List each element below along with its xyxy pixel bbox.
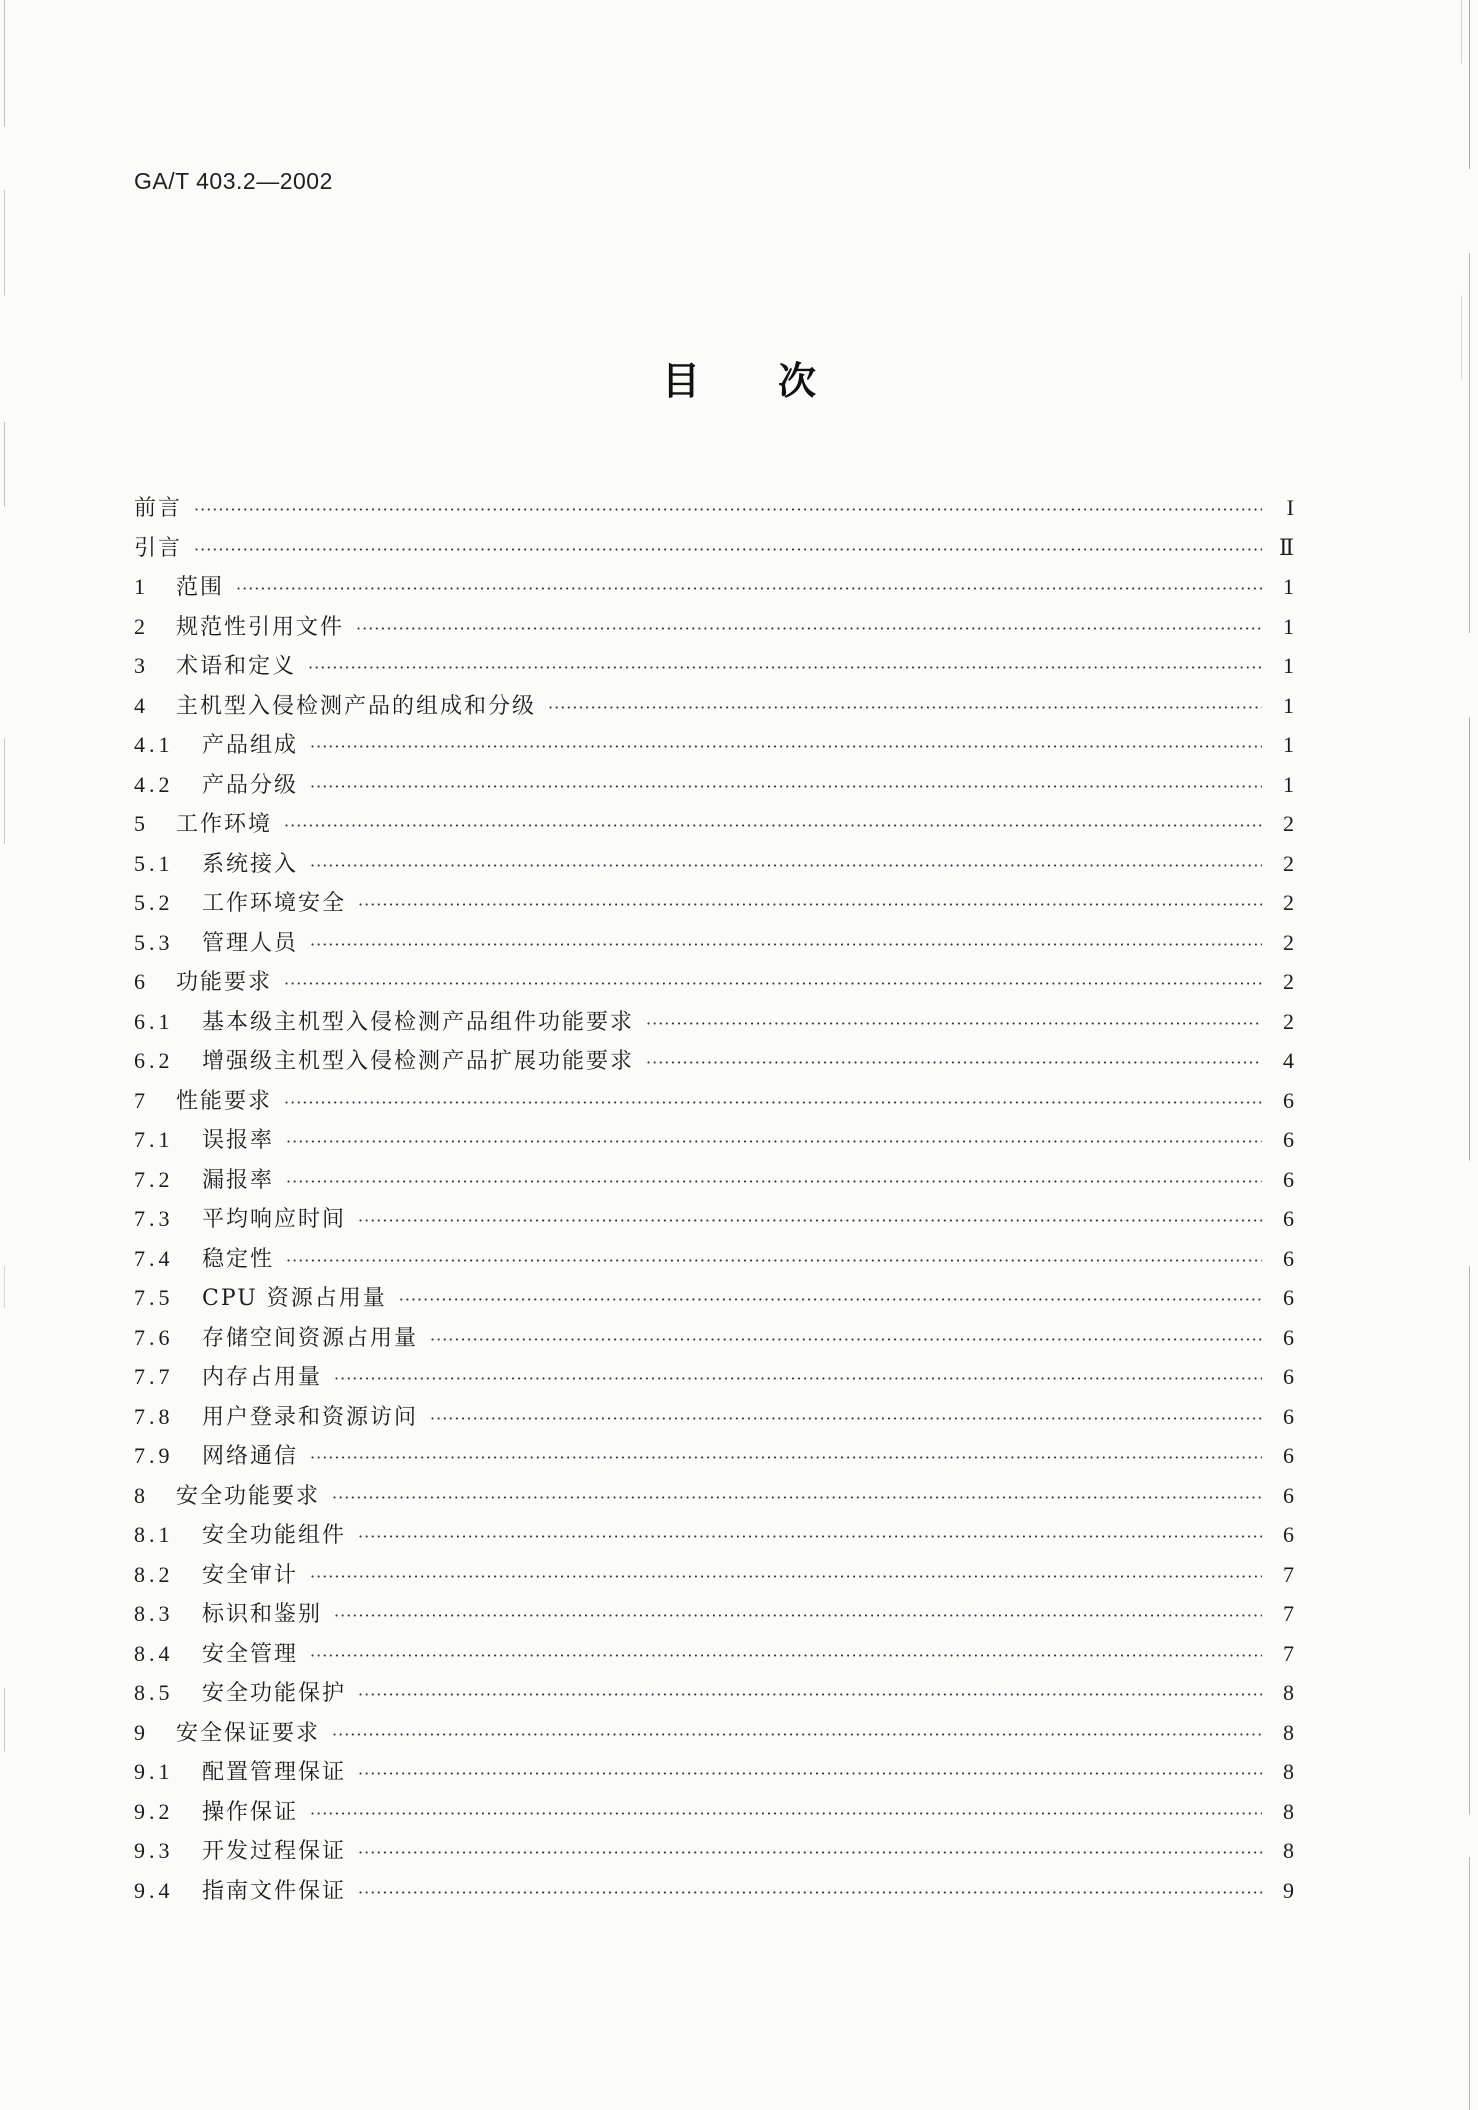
toc-dot-leader	[310, 727, 1262, 767]
toc-entry-title: 增强级主机型入侵检测产品扩展功能要求	[202, 1049, 635, 1074]
toc-entry[interactable]	[134, 1160, 1294, 1200]
toc-entry-page: I	[1286, 495, 1294, 520]
toc-dot-leader	[356, 609, 1262, 649]
toc-entry-title: 主机型入侵检测产品的组成和分级	[176, 693, 537, 719]
toc-entry-page: 6	[1283, 1285, 1294, 1310]
toc-entry[interactable]	[134, 1555, 1294, 1595]
toc-entry[interactable]	[134, 646, 1294, 686]
toc-entry-number: 8	[134, 1482, 149, 1508]
toc-entry-number: 8.4	[134, 1640, 174, 1666]
toc-entry-page: 6	[1283, 1403, 1294, 1429]
toc-entry[interactable]	[134, 567, 1294, 607]
toc-entry-page: 2	[1283, 811, 1294, 836]
toc-entry-page: 6	[1283, 1443, 1294, 1468]
toc-entry-page: 1	[1283, 653, 1294, 678]
toc-entry-page: 8	[1283, 1759, 1294, 1784]
scan-edge-right-secondary	[1461, 0, 1462, 2110]
toc-entry[interactable]	[134, 923, 1294, 963]
toc-entry-number: 6	[134, 969, 149, 994]
toc-entry-number: 7.6	[134, 1324, 174, 1350]
toc-dot-leader	[358, 1873, 1262, 1913]
toc-entry-page: 6	[1283, 1522, 1294, 1547]
toc-entry-title: 用户登录和资源访问	[202, 1404, 419, 1430]
toc-entry[interactable]	[134, 1871, 1294, 1911]
toc-entry-page: 1	[1283, 771, 1294, 797]
toc-dot-leader	[308, 648, 1262, 688]
toc-dot-leader	[332, 1715, 1262, 1755]
toc-entry-title: 前言	[134, 496, 183, 521]
toc-entry-page: 2	[1283, 969, 1294, 994]
toc-entry[interactable]	[134, 1318, 1294, 1358]
toc-entry[interactable]	[134, 1278, 1294, 1318]
toc-entry[interactable]	[134, 1199, 1294, 1239]
toc-entry-number: 4	[134, 692, 149, 718]
toc-dot-leader	[310, 846, 1262, 886]
toc-entry-page: 8	[1283, 1719, 1294, 1745]
toc-dot-leader	[310, 925, 1262, 965]
scan-edge-right	[1469, 0, 1470, 2110]
toc-entry-number: 7.5	[134, 1285, 174, 1310]
toc-entry-title: 基本级主机型入侵检测产品组件功能要求	[202, 1009, 635, 1035]
toc-entry-number: 8.2	[134, 1561, 174, 1587]
toc-dot-leader	[286, 1162, 1262, 1202]
toc-entry-number: 4.2	[134, 771, 174, 797]
toc-entry-page: 4	[1283, 1048, 1294, 1073]
toc-entry-page: 2	[1283, 929, 1294, 955]
toc-entry-title: 引言	[134, 535, 183, 561]
toc-dot-leader	[358, 1201, 1262, 1241]
toc-dot-leader	[310, 1636, 1262, 1676]
toc-entry-title: 规范性引用文件	[176, 614, 345, 640]
toc-dot-leader	[548, 688, 1262, 728]
toc-entry-page: 2	[1283, 850, 1294, 876]
toc-dot-leader	[310, 1794, 1262, 1834]
toc-entry-page: 6	[1283, 1324, 1294, 1350]
toc-entry-title: 平均响应时间	[202, 1207, 347, 1232]
toc-entry-number: 7.4	[134, 1245, 174, 1271]
toc-entry-number: 6.1	[134, 1008, 174, 1034]
toc-dot-leader	[358, 885, 1262, 925]
toc-entry[interactable]	[134, 528, 1294, 568]
toc-entry-title: 误报率	[202, 1128, 275, 1153]
toc-entry[interactable]	[134, 488, 1294, 528]
toc-dot-leader	[334, 1596, 1262, 1636]
toc-entry[interactable]	[134, 804, 1294, 844]
toc-entry[interactable]	[134, 1081, 1294, 1121]
toc-dot-leader	[286, 1241, 1262, 1281]
toc-entry-title: 开发过程保证	[202, 1839, 347, 1864]
toc-entry-page: 6	[1283, 1206, 1294, 1231]
toc-entry-title: 工作环境	[176, 812, 273, 837]
toc-entry-title: 安全管理	[202, 1641, 299, 1667]
toc-dot-leader	[284, 964, 1262, 1004]
toc-entry[interactable]	[134, 1002, 1294, 1042]
toc-dot-leader	[430, 1399, 1262, 1439]
toc-entry-number: 5.2	[134, 890, 174, 915]
toc-dot-leader	[646, 1043, 1262, 1083]
toc-entry-number: 5.1	[134, 850, 174, 876]
toc-dot-leader	[358, 1833, 1262, 1873]
toc-entry-page: 7	[1283, 1601, 1294, 1626]
toc-dot-leader	[284, 806, 1262, 846]
toc-dot-leader	[194, 490, 1262, 530]
toc-entry[interactable]	[134, 1357, 1294, 1397]
toc-entry-title: 存储空间资源占用量	[202, 1325, 419, 1351]
toc-entry-page: 8	[1283, 1798, 1294, 1824]
toc-entry-page: 6	[1283, 1245, 1294, 1271]
toc-entry-title: 安全审计	[202, 1562, 299, 1588]
toc-dot-leader	[430, 1320, 1262, 1360]
toc-entry[interactable]	[134, 962, 1294, 1002]
toc-entry[interactable]	[134, 844, 1294, 884]
toc-entry-title: 性能要求	[176, 1088, 273, 1114]
toc-entry-page: 1	[1283, 692, 1294, 718]
toc-entry-page: 2	[1283, 1008, 1294, 1034]
toc-entry-number: 7.2	[134, 1166, 174, 1192]
toc-entry-title: 漏报率	[202, 1167, 275, 1193]
toc-entry-number: 5	[134, 811, 149, 836]
toc-entry[interactable]	[134, 1594, 1294, 1634]
toc-entry-page: 8	[1283, 1680, 1294, 1705]
toc-entry-title: 操作保证	[202, 1799, 299, 1825]
toc-entry-title: 内存占用量	[202, 1365, 323, 1390]
toc-entry-page: 1	[1283, 613, 1294, 639]
toc-entry-page: 6	[1283, 1087, 1294, 1113]
toc-entry-title: 配置管理保证	[202, 1760, 347, 1785]
toc-entry[interactable]	[134, 1120, 1294, 1160]
toc-entry-number: 7.1	[134, 1127, 174, 1152]
toc-entry-title: CPU 资源占用量	[202, 1286, 387, 1311]
toc-entry-number: 9.2	[134, 1798, 174, 1824]
toc-dot-leader	[286, 1122, 1262, 1162]
toc-entry[interactable]	[134, 883, 1294, 923]
toc-dot-leader	[284, 1083, 1262, 1123]
toc-entry[interactable]	[134, 1831, 1294, 1871]
toc-dot-leader	[332, 1478, 1262, 1518]
toc-entry-number: 4.1	[134, 732, 174, 757]
toc-entry-title: 安全功能要求	[176, 1483, 321, 1509]
toc-entry-title: 功能要求	[176, 970, 273, 995]
scan-edge-left	[4, 0, 5, 2110]
toc-dot-leader	[310, 1557, 1262, 1597]
toc-entry-title: 安全功能保护	[202, 1681, 347, 1706]
toc-entry-title: 工作环境安全	[202, 891, 347, 916]
toc-entry[interactable]	[134, 1515, 1294, 1555]
toc-entry-number: 9.1	[134, 1759, 174, 1784]
toc-entry-page: 6	[1283, 1166, 1294, 1192]
toc-entry[interactable]	[134, 1792, 1294, 1832]
toc-dot-leader	[236, 569, 1262, 609]
toc-dot-leader	[358, 1754, 1262, 1794]
toc-entry-number: 7.3	[134, 1206, 174, 1231]
toc-entry-title: 安全保证要求	[176, 1720, 321, 1746]
toc-entry-number: 1	[134, 574, 149, 599]
toc-entry-number: 9.4	[134, 1877, 174, 1903]
toc-entry-number: 6.2	[134, 1048, 174, 1073]
toc-entry-title: 标识和鉴别	[202, 1602, 323, 1627]
toc-entry-page: 7	[1283, 1640, 1294, 1666]
toc-entry-number: 8.3	[134, 1601, 174, 1626]
toc-entry[interactable]	[134, 1476, 1294, 1516]
toc-dot-leader	[399, 1280, 1262, 1320]
toc-entry-title: 产品组成	[202, 733, 299, 758]
toc-entry-number: 7.8	[134, 1403, 174, 1429]
toc-entry[interactable]	[134, 607, 1294, 647]
toc-entry-title: 指南文件保证	[202, 1878, 347, 1904]
toc-entry-title: 网络通信	[202, 1444, 299, 1469]
table-of-contents	[134, 488, 1294, 1910]
toc-dot-leader	[310, 767, 1262, 807]
toc-dot-leader	[646, 1004, 1262, 1044]
toc-entry-number: 5.3	[134, 929, 174, 955]
toc-entry-number: 3	[134, 653, 149, 678]
toc-entry[interactable]	[134, 1041, 1294, 1081]
toc-entry-page: 6	[1283, 1127, 1294, 1152]
toc-entry-number: 2	[134, 613, 149, 639]
toc-entry[interactable]	[134, 1397, 1294, 1437]
toc-entry-number: 7.7	[134, 1364, 174, 1389]
toc-entry-page: 1	[1283, 574, 1294, 599]
toc-entry-page: 7	[1283, 1561, 1294, 1587]
toc-entry-page: 8	[1283, 1838, 1294, 1863]
toc-entry-page: 1	[1283, 732, 1294, 757]
toc-entry-page: 9	[1283, 1877, 1294, 1903]
toc-dot-leader	[194, 530, 1262, 570]
toc-entry[interactable]	[134, 1673, 1294, 1713]
toc-dot-leader	[358, 1675, 1262, 1715]
toc-entry-number: 9.3	[134, 1838, 174, 1863]
toc-entry-number: 8.5	[134, 1680, 174, 1705]
toc-entry-number: 8.1	[134, 1522, 174, 1547]
toc-entry-page: 6	[1283, 1482, 1294, 1508]
toc-entry-title: 术语和定义	[176, 654, 297, 679]
toc-dot-leader	[358, 1517, 1262, 1557]
toc-entry-title: 产品分级	[202, 772, 299, 798]
toc-entry[interactable]	[134, 1634, 1294, 1674]
toc-entry-title: 稳定性	[202, 1246, 275, 1272]
document-code: GA/T 403.2—2002	[134, 168, 333, 194]
toc-entry[interactable]	[134, 1436, 1294, 1476]
toc-entry-number: 9	[134, 1719, 149, 1745]
toc-entry[interactable]	[134, 765, 1294, 805]
toc-entry-page: 2	[1283, 890, 1294, 915]
toc-dot-leader	[310, 1438, 1262, 1478]
toc-dot-leader	[334, 1359, 1262, 1399]
toc-entry[interactable]	[134, 1239, 1294, 1279]
toc-entry-title: 管理人员	[202, 930, 299, 956]
toc-entry-number: 7	[134, 1087, 149, 1113]
toc-entry-title: 范围	[176, 575, 225, 600]
toc-entry-number: 7.9	[134, 1443, 174, 1468]
toc-entry-page: Ⅱ	[1279, 534, 1294, 560]
toc-entry[interactable]	[134, 1752, 1294, 1792]
toc-entry-title: 系统接入	[202, 851, 299, 877]
toc-entry[interactable]	[134, 686, 1294, 726]
toc-entry[interactable]	[134, 1713, 1294, 1753]
toc-entry-page: 6	[1283, 1364, 1294, 1389]
toc-entry[interactable]	[134, 725, 1294, 765]
toc-entry-title: 安全功能组件	[202, 1523, 347, 1548]
toc-title: 目次	[661, 359, 894, 403]
